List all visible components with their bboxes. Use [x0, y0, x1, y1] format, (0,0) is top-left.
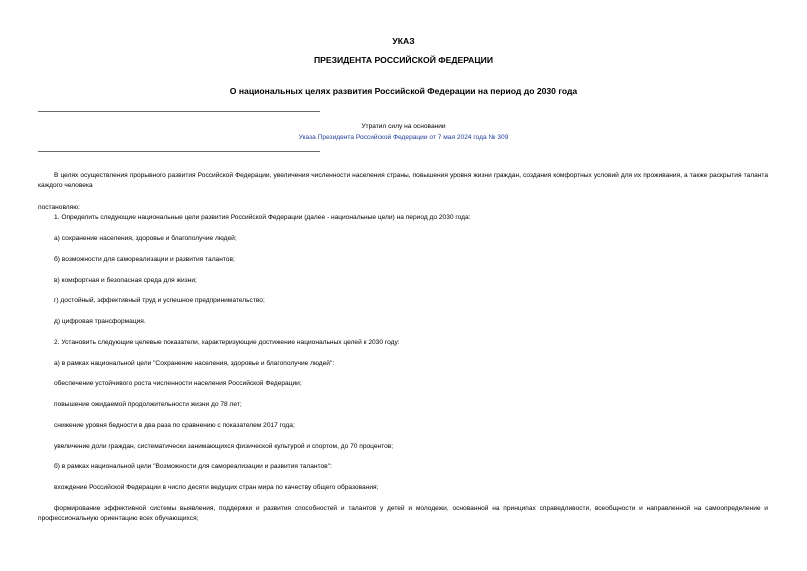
- goal-d: д) цифровая трансформация.: [54, 318, 146, 325]
- item-2: 2. Установить следующие целевые показатели, характеризующие достижение национальных целей к 2030 году:: [54, 339, 400, 346]
- indicator-a2: повышение ожидаемой продолжительности жизни до 78 лет;: [54, 401, 242, 408]
- goal-g: г) достойный, эффективный труд и успешное предпринимательство;: [54, 297, 265, 304]
- repeal-decree-link[interactable]: Указа Президента Российской Федерации от 7 мая 2024 года № 309: [298, 134, 509, 141]
- subitem-b: б) в рамках национальной цели "Возможности для самореализации и развития талантов":: [54, 463, 332, 470]
- indicator-b2: формирование эффективной системы выявления, поддержки и развития способностей и талантов у детей и молодежи, основанной на принципах справедливости, всеобщности и направленной на самоопределение и профессиональную ориентацию всех обучающихся;: [38, 505, 768, 522]
- divider-top: [38, 111, 320, 112]
- indicator-a3: снижение уровня бедности в два раза по сравнению с показателем 2017 года;: [54, 422, 295, 429]
- indicator-b1: вхождение Российской Федерации в число десяти ведущих стран мира по качеству общего образования;: [54, 484, 379, 491]
- document-kind: УКАЗ: [392, 36, 415, 46]
- item-1: 1. Определить следующие национальные цели развития Российской Федерации (далее - национальные цели) на период до 2030 года:: [54, 214, 471, 221]
- goal-b: б) возможности для самореализации и развития талантов;: [54, 256, 235, 263]
- status-note: Утратил силу на основании: [361, 123, 446, 130]
- indicator-a1: обеспечение устойчивого роста численности населения Российской Федерации;: [54, 380, 302, 387]
- decree-word: постановляю:: [38, 204, 81, 211]
- divider-bottom: [38, 151, 320, 152]
- goal-a: а) сохранение населения, здоровье и благополучие людей;: [54, 235, 237, 242]
- preamble-paragraph: В целях осуществления прорывного развития Российской Федерации, увеличения численности населения страны, повышения уровня жизни граждан, создания комфортных условий для их проживания, а также раскрытия таланта каждого человека: [38, 172, 768, 189]
- document-issuer: ПРЕЗИДЕНТА РОССИЙСКОЙ ФЕДЕРАЦИИ: [313, 55, 494, 65]
- goal-v: в) комфортная и безопасная среда для жизни;: [54, 277, 197, 284]
- indicator-a4: увеличение доли граждан, систематически занимающихся физической культурой и спортом, до 70 процентов;: [54, 443, 394, 450]
- document-title: О национальных целях развития Российской Федерации на период до 2030 года: [229, 86, 578, 96]
- subitem-a: а) в рамках национальной цели "Сохранение населения, здоровье и благополучие людей":: [54, 360, 335, 367]
